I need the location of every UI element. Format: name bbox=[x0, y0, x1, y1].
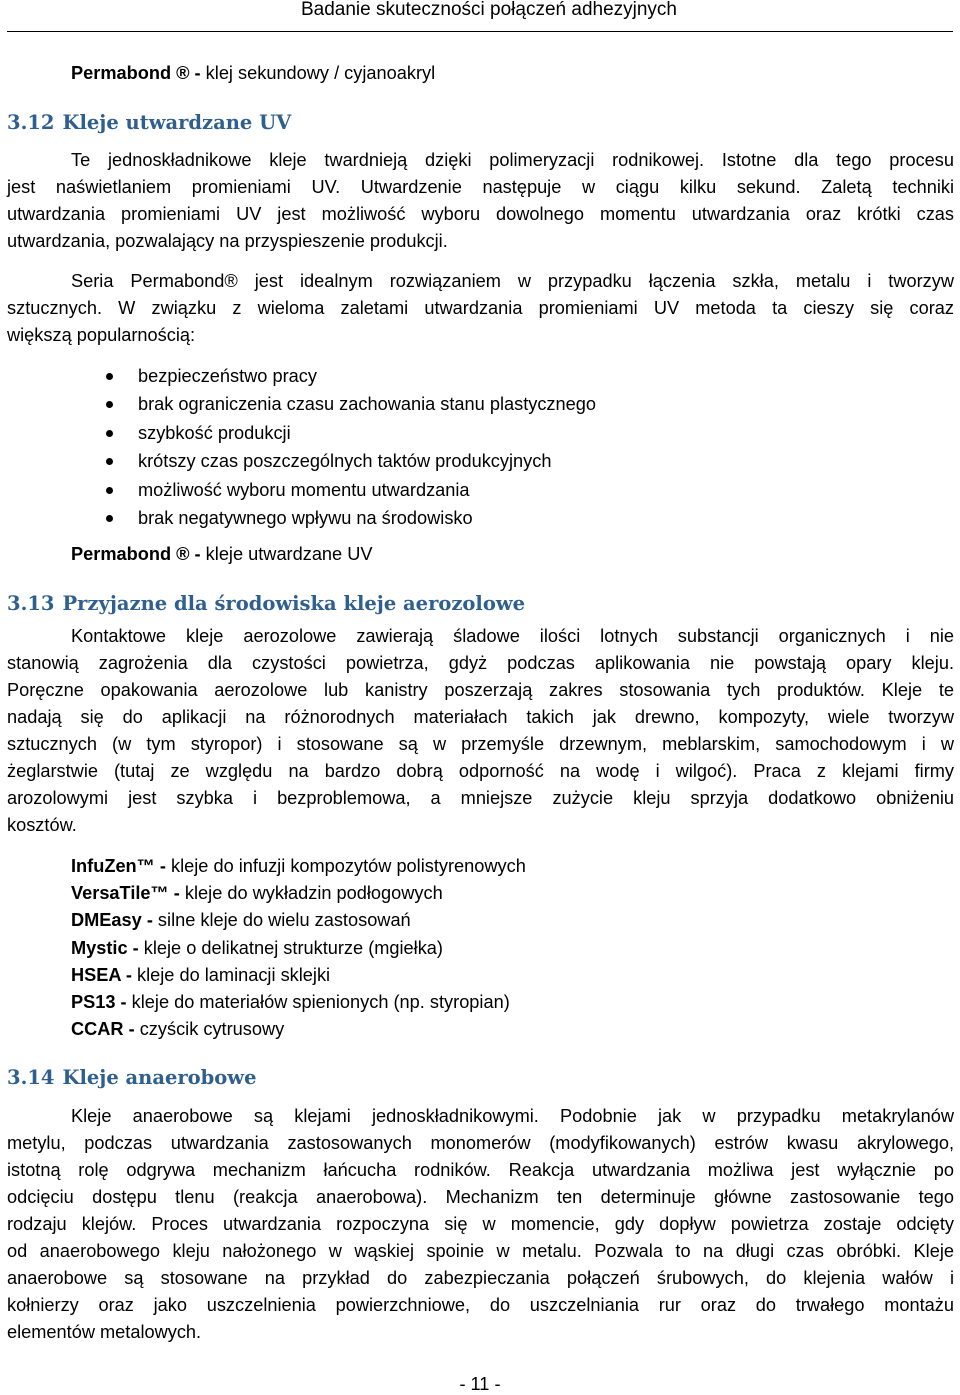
paragraph-line: elementów metalowych. bbox=[7, 1322, 202, 1342]
list-item: możliwość wyboru momentu utwardzania bbox=[100, 476, 596, 504]
product-item: CCAR - czyścik cytrusowy bbox=[71, 1019, 285, 1040]
product-item: Mystic - kleje o delikatnej strukturze (mgiełka) bbox=[71, 937, 443, 958]
paragraph-line: stanowią zagrożenia dla czystości powietrza, gdyż podczas aplikowania nie powstają opary kleju. bbox=[7, 653, 954, 673]
section-heading-3-12 bbox=[7, 111, 291, 134]
paragraph-line: od anaerobowego kleju nałożonego w wąskiej spoinie w metalu. Pozwala to na długi czas obróbki. Kleje bbox=[7, 1241, 954, 1261]
paragraph-line: arozolowymi jest szybka i bezproblemowa, a mniejsze zużycie kleju sprzyja dodatkowo obniżeniu bbox=[7, 788, 954, 808]
paragraph-line: anaerobowe są stosowane na przykład do zabezpieczania połączeń śrubowych, do klejenia wałów i bbox=[7, 1268, 954, 1288]
paragraph-line: Kleje anaerobowe są klejami jednoskładnikowymi. Podobnie jak w przypadku metakrylanów bbox=[71, 1106, 954, 1126]
section-title: Kleje anaerobowe bbox=[62, 1066, 257, 1089]
header-rule bbox=[7, 31, 953, 32]
paragraph-line: istotną rolę odgrywa mechanizm łańcucha rodników. Reakcja utwardzania możliwa jest wyłącznie po bbox=[7, 1160, 954, 1180]
section-heading-3-14 bbox=[7, 1066, 256, 1089]
paragraph-line: kosztów. bbox=[7, 815, 77, 835]
paragraph-line: sztucznych (w tym styropor) i stosowane są w przemyśle drzewnym, meblarskim, samochodowym i w bbox=[7, 734, 954, 754]
aerosol-product-list bbox=[71, 853, 526, 1043]
running-header: Badanie skuteczności połączeń adhezyjnych bbox=[300, 0, 677, 20]
paragraph-line: utwardzania, pozwalający na przyspieszenie produkcji. bbox=[7, 231, 448, 251]
cyanoacrylate-product-line bbox=[71, 60, 435, 87]
bullet-icon bbox=[106, 487, 113, 494]
paragraph-line: Seria Permabond® jest idealnym rozwiązaniem w przypadku łączenia szkła, metalu i tworzyw bbox=[71, 271, 954, 291]
list-item: krótszy czas poszczególnych taktów produkcyjnych bbox=[100, 447, 596, 475]
section-title: Kleje utwardzane UV bbox=[62, 111, 292, 134]
paragraph-aerosol bbox=[7, 623, 954, 839]
paragraph-line: nadają się do aplikacji na różnorodnych materiałach takich jak drewno, kompozyty, wiele tworzyw bbox=[7, 707, 954, 727]
paragraph-line: sztucznych. W związku z wieloma zaletami utwardzania promieniami UV metoda ta cieszy się coraz bbox=[7, 298, 954, 318]
list-item: brak negatywnego wpływu na środowisko bbox=[100, 504, 596, 532]
bullet-icon bbox=[106, 458, 113, 465]
product-item: DMEasy - silne kleje do wielu zastosowań bbox=[71, 910, 411, 931]
section-title: Przyjazne dla środowiska kleje aerozolowe bbox=[62, 592, 526, 615]
advantages-list bbox=[100, 362, 596, 532]
paragraph-line: kołnierzy oraz jako uszczelnienia powierzchniowe, do uszczelniania rur oraz do trwałego montażu bbox=[7, 1295, 954, 1315]
list-item: szybkość produkcji bbox=[100, 419, 596, 447]
paragraph-uv-series bbox=[7, 268, 954, 349]
bullet-icon bbox=[106, 373, 113, 380]
paragraph-line: metylu, podczas utwardzania zastosowanych monomerów (modyfikowanych) estrów kwasu akrylowego, bbox=[7, 1133, 954, 1153]
product-item: VersaTile™ - kleje do wykładzin podłogowych bbox=[71, 883, 443, 904]
list-item: brak ograniczenia czasu zachowania stanu plastycznego bbox=[100, 390, 596, 418]
product-item: HSEA - kleje do laminacji sklejki bbox=[71, 964, 331, 985]
bullet-icon bbox=[106, 515, 113, 522]
paragraph-line: Kontaktowe kleje aerozolowe zawierają śladowe ilości lotnych substancji organicznych i nie bbox=[71, 626, 954, 646]
uv-product-line bbox=[71, 541, 372, 568]
paragraph-line: większą popularnością: bbox=[7, 325, 196, 345]
product-item: PS13 - kleje do materiałów spienionych (np. styropian) bbox=[71, 991, 510, 1012]
product-description: klej sekundowy / cyjanoakryl bbox=[200, 63, 436, 83]
section-heading-3-13 bbox=[7, 592, 525, 615]
section-number: 3.14 bbox=[7, 1066, 55, 1089]
section-number: 3.12 bbox=[7, 111, 55, 134]
bullet-icon bbox=[106, 430, 113, 437]
bullet-icon bbox=[106, 401, 113, 408]
list-item: bezpieczeństwo pracy bbox=[100, 362, 596, 390]
paragraph-line: utwardzania promieniami UV jest możliwość wyboru dowolnego momentu utwardzania oraz krótki czas bbox=[7, 204, 954, 224]
paragraph-line: odcięciu dostępu tlenu (reakcja anaerobowa). Mechanizm ten determinuje główne zastosowanie tego bbox=[7, 1187, 954, 1207]
paragraph-line: Te jednoskładnikowe kleje twardnieją dzięki polimeryzacji rodnikowej. Istotne dla tego procesu bbox=[71, 150, 954, 170]
section-number: 3.13 bbox=[7, 592, 55, 615]
product-item: InfuZen™ - kleje do infuzji kompozytów polistyrenowych bbox=[71, 856, 526, 876]
paragraph-anaerobic bbox=[7, 1103, 954, 1346]
paragraph-line: jest naświetlaniem promieniami UV. Utwardzenie następuje w ciągu kilku sekund. Zaletą techniki bbox=[7, 177, 954, 197]
paragraph-line: żeglarstwie (tutaj ze względu na bardzo dobrą odporność na wodę i wilgoć). Praca z klejami firmy bbox=[7, 761, 954, 781]
paragraph-line: Poręczne opakowania aerozolowe lub kanistry poszerzają zakres stosowania tych produktów. Kleje te bbox=[7, 680, 954, 700]
paragraph-line: rodzaju klejów. Proces utwardzania rozpoczyna się w momencie, gdy dopływ powietrza zostaje odcięty bbox=[7, 1214, 954, 1234]
page-number: - 11 - bbox=[459, 1374, 501, 1394]
product-brand: Permabond ® - bbox=[71, 544, 201, 564]
product-brand: Permabond ® - bbox=[71, 63, 201, 83]
product-description: kleje utwardzane UV bbox=[200, 544, 373, 564]
paragraph-uv-intro bbox=[7, 147, 954, 255]
